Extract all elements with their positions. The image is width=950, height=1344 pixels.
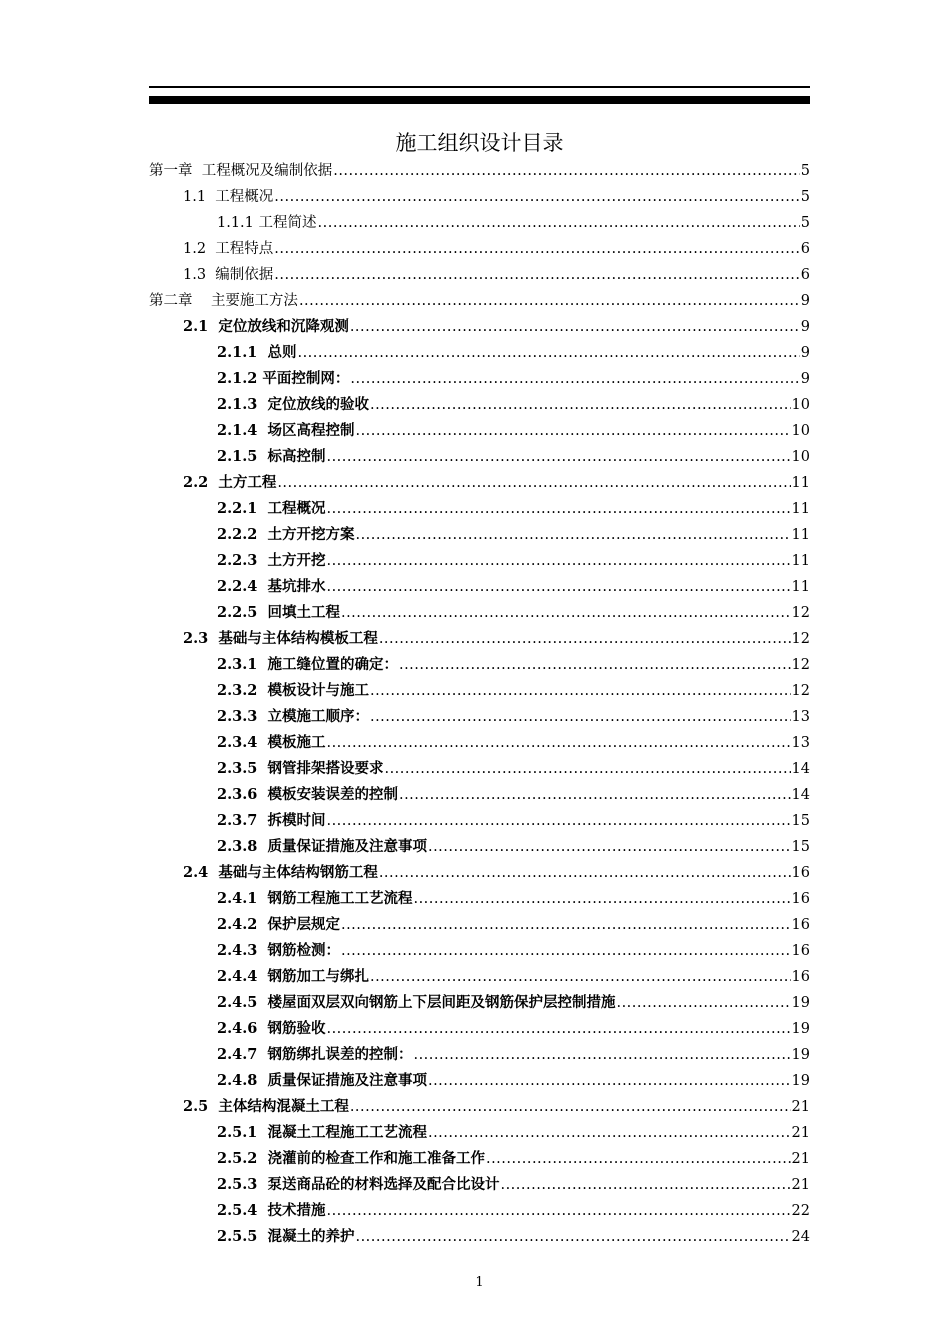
toc-entry[interactable]: [149, 519, 810, 545]
toc-entry-page: 11: [791, 527, 810, 543]
toc-entry-page: 9: [800, 319, 810, 335]
toc-entry-number: 2.3.4: [217, 734, 268, 751]
toc-entry[interactable]: [149, 753, 810, 779]
toc-entry-number: 2.5: [183, 1098, 219, 1115]
toc-entry-page: 9: [800, 345, 810, 361]
toc-dot-leader: [326, 812, 790, 830]
toc-entry-number: 2.2.2: [217, 526, 268, 543]
toc-dot-leader: [370, 708, 791, 726]
toc-dot-leader: [428, 1072, 791, 1090]
toc-entry-label: 浇灌前的检查工作和施工准备工作: [267, 1150, 485, 1167]
toc-entry-number: 2.4.8: [217, 1072, 268, 1089]
toc-entry[interactable]: [149, 441, 810, 467]
toc-dot-leader: [355, 526, 790, 544]
toc-entry-number: 2.1.4: [217, 422, 268, 439]
toc-dot-leader: [413, 890, 790, 908]
toc-entry-label: 质量保证措施及注意事项: [267, 1072, 427, 1089]
toc-entry-label: 模板设计与施工: [267, 682, 369, 699]
toc-entry-label: 质量保证措施及注意事项: [267, 838, 427, 855]
toc-entry-label: 定位放线的验收: [267, 396, 369, 413]
toc-entry-page: 16: [791, 917, 810, 933]
toc-entry-page: 22: [791, 1203, 810, 1219]
toc-entry-number: 2.3.1: [217, 656, 268, 673]
toc-entry-page: 11: [791, 475, 810, 491]
toc-entry-page: 10: [791, 423, 810, 439]
toc-entry[interactable]: [149, 337, 810, 363]
toc-entry[interactable]: [149, 285, 810, 311]
toc-entry-label: 土方开挖方案: [267, 526, 355, 543]
toc-entry-page: 10: [791, 449, 810, 465]
toc-entry[interactable]: [149, 207, 810, 233]
toc-entry-page: 16: [791, 865, 810, 881]
toc-entry-label: 标高控制: [267, 448, 326, 465]
toc-dot-leader: [274, 240, 799, 258]
toc-entry-number: 2.4.3: [217, 942, 268, 959]
toc-entry[interactable]: [149, 1013, 810, 1039]
toc-dot-leader: [500, 1176, 790, 1194]
toc-entry-number: 2.3.8: [217, 838, 268, 855]
toc-entry-number: 1.1: [183, 189, 216, 205]
toc-entry-number: 2.4: [183, 864, 219, 881]
toc-entry-label: 钢筋绑扎误差的控制：: [267, 1046, 413, 1063]
toc-entry-label: 主要施工方法: [210, 293, 298, 309]
toc-entry-label: 保护层规定: [267, 916, 340, 933]
toc-dot-leader: [616, 994, 790, 1012]
toc-dot-leader: [428, 1124, 791, 1142]
toc-entry-number: 2.4.5: [217, 994, 268, 1011]
toc-entry-label: 主体结构混凝土工程: [218, 1098, 349, 1115]
toc-entry-number: 第二章: [149, 293, 211, 309]
toc-entry-label: 模板安装误差的控制: [267, 786, 398, 803]
toc-entry-page: 19: [791, 1073, 810, 1089]
toc-entry-page: 21: [791, 1125, 810, 1141]
toc-entry-number: 2.1: [183, 318, 219, 335]
toc-entry-page: 10: [791, 397, 810, 413]
toc-entry-page: 21: [791, 1151, 810, 1167]
toc-entry-label: 拆模时间: [267, 812, 326, 829]
toc-entry-page: 13: [791, 709, 810, 725]
toc-entry[interactable]: [149, 649, 810, 675]
toc-entry[interactable]: [149, 779, 810, 805]
toc-entry-label: 混凝土的养护: [267, 1228, 355, 1245]
toc-entry-page: 11: [791, 553, 810, 569]
toc-dot-leader: [326, 500, 790, 518]
toc-entry-number: 2.5.1: [217, 1124, 268, 1141]
toc-entry-number: 2.3.2: [217, 682, 268, 699]
toc-entry-number: 2.2.3: [217, 552, 268, 569]
toc-dot-leader: [379, 630, 791, 648]
toc-entry[interactable]: [149, 545, 810, 571]
toc-dot-leader: [326, 1202, 790, 1220]
header-rule-thin: [149, 86, 810, 88]
toc-entry-number: 1.2: [183, 241, 216, 257]
toc-entry[interactable]: [149, 987, 810, 1013]
toc-entry-number: 2.1.1: [217, 344, 268, 361]
toc-entry[interactable]: [149, 233, 810, 259]
toc-dot-leader: [355, 422, 790, 440]
toc-entry-label: 工程概况及编制依据: [201, 163, 333, 179]
toc-entry[interactable]: [149, 363, 810, 389]
toc-entry[interactable]: [149, 701, 810, 727]
toc-entry-page: 19: [791, 1047, 810, 1063]
toc-entry-page: 5: [800, 215, 810, 231]
toc-dot-leader: [341, 604, 791, 622]
toc-entry-number: 第一章: [149, 163, 202, 179]
toc-dot-leader: [277, 474, 790, 492]
toc-entry-page: 9: [800, 293, 810, 309]
toc-entry-label: 场区高程控制: [267, 422, 355, 439]
toc-entry-label: 工程特点: [215, 241, 274, 257]
toc-entry-label: 钢筋工程施工工艺流程: [267, 890, 413, 907]
toc-entry-page: 12: [791, 605, 810, 621]
toc-entry-number: 2.2.5: [217, 604, 268, 621]
toc-entry-number: 2.2.1: [217, 500, 268, 517]
toc-entry-number: 2.1.2: [217, 370, 263, 387]
toc-dot-leader: [370, 968, 791, 986]
toc-entry[interactable]: [149, 831, 810, 857]
toc-entry[interactable]: [149, 1091, 810, 1117]
toc-entry-label: 立模施工顺序：: [267, 708, 369, 725]
toc-entry[interactable]: [149, 259, 810, 285]
toc-entry-page: 6: [800, 241, 810, 257]
toc-entry[interactable]: [149, 571, 810, 597]
toc-entry-page: 12: [791, 683, 810, 699]
toc-entry-number: 2.4.4: [217, 968, 268, 985]
toc-entry-label: 混凝土工程施工工艺流程: [267, 1124, 427, 1141]
toc-entry-number: 2.1.3: [217, 396, 268, 413]
toc-entry-label: 平面控制网：: [262, 370, 350, 387]
toc-entry-number: 2.3.7: [217, 812, 268, 829]
toc-dot-leader: [399, 656, 791, 674]
toc-entry-label: 工程简述: [258, 215, 317, 231]
toc-entry-label: 基础与主体结构模板工程: [218, 630, 378, 647]
toc-dot-leader: [370, 682, 791, 700]
toc-dot-leader: [428, 838, 791, 856]
toc-dot-leader: [326, 448, 790, 466]
toc-dot-leader: [384, 760, 790, 778]
toc-entry[interactable]: [149, 857, 810, 883]
toc-entry[interactable]: [149, 1143, 810, 1169]
toc-entry-page: 13: [791, 735, 810, 751]
toc-entry[interactable]: [149, 415, 810, 441]
toc-dot-leader: [326, 578, 790, 596]
toc-entry[interactable]: [149, 1169, 810, 1195]
toc-entry-label: 工程概况: [267, 500, 326, 517]
toc-entry-page: 11: [791, 579, 810, 595]
toc-entry-page: 19: [791, 1021, 810, 1037]
toc-entry-label: 钢筋检测：: [267, 942, 340, 959]
toc-entry-label: 钢筋验收: [267, 1020, 326, 1037]
toc-entry-number: 2.3: [183, 630, 219, 647]
toc-dot-leader: [370, 396, 791, 414]
toc-entry[interactable]: [149, 493, 810, 519]
toc-dot-leader: [379, 864, 791, 882]
toc-entry-label: 施工缝位置的确定：: [267, 656, 398, 673]
toc-entry[interactable]: [149, 935, 810, 961]
toc-entry-page: 19: [791, 995, 810, 1011]
toc-entry-page: 12: [791, 657, 810, 673]
toc-dot-leader: [333, 162, 800, 180]
toc-entry-label: 定位放线和沉降观测: [218, 318, 349, 335]
toc-entry-label: 泵送商品砼的材料选择及配合比设计: [267, 1176, 500, 1193]
page-title: 施工组织设计目录: [395, 131, 564, 155]
toc-dot-leader: [399, 786, 791, 804]
toc-entry-label: 基础与主体结构钢筋工程: [218, 864, 378, 881]
toc-dot-leader: [486, 1150, 791, 1168]
toc-entry-label: 土方工程: [218, 474, 277, 491]
toc-entry-number: 2.3.3: [217, 708, 268, 725]
toc-entry[interactable]: [149, 961, 810, 987]
toc-entry-number: 1.1.1: [217, 215, 259, 231]
toc-entry[interactable]: [149, 623, 810, 649]
toc-entry-label: 楼屋面双层双向钢筋上下层间距及钢筋保护层控制措施: [267, 994, 616, 1011]
toc-entry-page: 11: [791, 501, 810, 517]
toc-entry-number: 2.5.2: [217, 1150, 268, 1167]
toc-entry-label: 土方开挖: [267, 552, 326, 569]
toc-entry-number: 2.4.7: [217, 1046, 268, 1063]
toc-entry[interactable]: [149, 467, 810, 493]
toc-entry-page: 15: [791, 813, 810, 829]
toc-entry[interactable]: [149, 389, 810, 415]
toc-entry[interactable]: [149, 727, 810, 753]
toc-entry-number: 2.5.5: [217, 1228, 268, 1245]
toc-dot-leader: [341, 942, 791, 960]
toc-dot-leader: [318, 214, 800, 232]
toc-entry[interactable]: [149, 1221, 810, 1247]
toc-dot-leader: [350, 318, 800, 336]
toc-entry[interactable]: [149, 1117, 810, 1143]
toc-entry-page: 15: [791, 839, 810, 855]
toc-entry[interactable]: [149, 1195, 810, 1221]
toc-entry-page: 24: [791, 1229, 810, 1245]
toc-dot-leader: [326, 1020, 790, 1038]
toc-entry[interactable]: [149, 311, 810, 337]
toc-entry[interactable]: [149, 675, 810, 701]
toc-dot-leader: [355, 1228, 790, 1246]
toc-entry-label: 基坑排水: [267, 578, 326, 595]
toc-dot-leader: [299, 292, 800, 310]
toc-dot-leader: [297, 344, 799, 362]
toc-entry-number: 2.2: [183, 474, 219, 491]
toc-entry-number: 2.2.4: [217, 578, 268, 595]
toc-entry-number: 2.4.2: [217, 916, 268, 933]
toc-dot-leader: [350, 370, 799, 388]
toc-entry-page: 16: [791, 943, 810, 959]
toc-entry-number: 2.5.3: [217, 1176, 268, 1193]
toc-entry-page: 14: [791, 761, 810, 777]
toc-entry-number: 2.4.1: [217, 890, 268, 907]
table-of-contents: [149, 155, 810, 1247]
page-number: 1: [475, 1275, 484, 1290]
toc-entry-page: 14: [791, 787, 810, 803]
toc-entry[interactable]: [149, 909, 810, 935]
toc-entry-number: 2.3.5: [217, 760, 268, 777]
header-rule-thick: [149, 96, 810, 104]
toc-entry-number: 2.5.4: [217, 1202, 268, 1219]
toc-entry-label: 编制依据: [215, 267, 274, 283]
toc-entry-number: 1.3: [183, 267, 216, 283]
toc-entry-number: 2.3.6: [217, 786, 268, 803]
toc-entry[interactable]: [149, 883, 810, 909]
toc-entry-label: 回填土工程: [267, 604, 340, 621]
toc-entry-page: 21: [791, 1177, 810, 1193]
toc-entry[interactable]: [149, 1065, 810, 1091]
toc-entry-label: 技术措施: [267, 1202, 326, 1219]
toc-entry-label: 模板施工: [267, 734, 326, 751]
toc-entry-page: 21: [791, 1099, 810, 1115]
toc-entry[interactable]: [149, 155, 810, 181]
toc-entry-page: 12: [791, 631, 810, 647]
toc-dot-leader: [274, 188, 799, 206]
toc-entry[interactable]: [149, 597, 810, 623]
toc-entry-label: 总则: [267, 344, 297, 361]
toc-entry-label: 工程概况: [215, 189, 274, 205]
toc-entry-page: 6: [800, 267, 810, 283]
toc-dot-leader: [326, 734, 790, 752]
toc-dot-leader: [350, 1098, 791, 1116]
toc-entry-page: 16: [791, 891, 810, 907]
toc-entry[interactable]: [149, 1039, 810, 1065]
toc-entry-label: 钢管排架搭设要求: [267, 760, 384, 777]
toc-entry-number: 2.4.6: [217, 1020, 268, 1037]
toc-entry-page: 5: [800, 163, 810, 179]
toc-dot-leader: [341, 916, 791, 934]
toc-entry-page: 9: [800, 371, 810, 387]
toc-entry-page: 16: [791, 969, 810, 985]
toc-entry[interactable]: [149, 181, 810, 207]
toc-entry-label: 钢筋加工与绑扎: [267, 968, 369, 985]
toc-dot-leader: [274, 266, 799, 284]
toc-entry-number: 2.1.5: [217, 448, 268, 465]
toc-dot-leader: [413, 1046, 790, 1064]
toc-entry[interactable]: [149, 805, 810, 831]
toc-dot-leader: [326, 552, 790, 570]
toc-entry-page: 5: [800, 189, 810, 205]
